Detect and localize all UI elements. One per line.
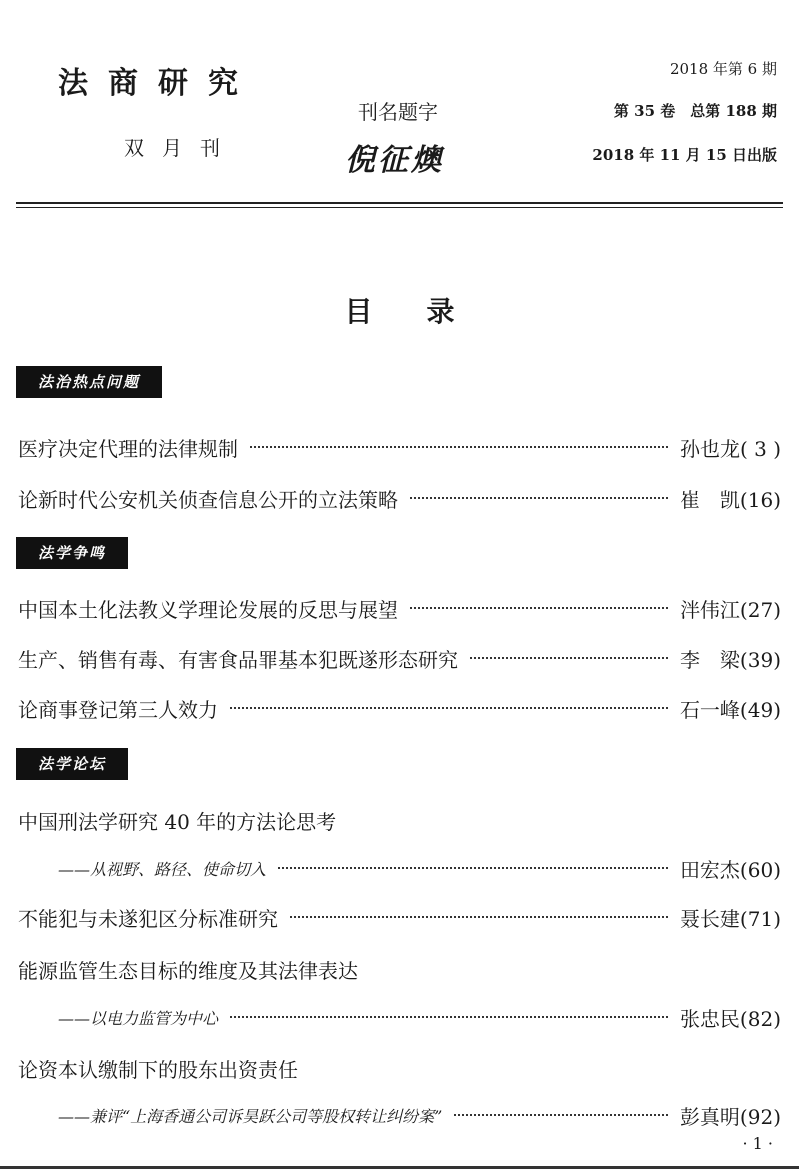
- entry-title[interactable]: 论资本认缴制下的股东出资责任: [18, 1058, 298, 1082]
- entry-title: 生产、销售有毒、有害食品罪基本犯既遂形态研究: [18, 647, 458, 672]
- entry-author-page: 张忠民(82): [679, 1006, 781, 1031]
- toc-entry-subtitle[interactable]: [58, 1002, 781, 1032]
- toc-entry-subtitle[interactable]: [58, 1100, 781, 1130]
- journal-title: 法商研究: [58, 66, 258, 101]
- entry-title: 医疗决定代理的法律规制: [18, 436, 238, 461]
- toc-entry[interactable]: [18, 432, 781, 462]
- page-number: · 1 ·: [742, 1134, 773, 1153]
- toc-entry[interactable]: [18, 902, 781, 932]
- leader-dots: [230, 1016, 668, 1018]
- entry-author-page: 彭真明(92): [679, 1104, 781, 1129]
- leader-dots: [410, 607, 668, 609]
- issue-number: 2018 年第 6 期: [669, 60, 777, 78]
- section-label-hot-topics: 法治热点问题: [16, 366, 162, 398]
- entry-author-page: 孙也龙( 3 ): [679, 436, 781, 461]
- entry-title: 论新时代公安机关侦查信息公开的立法策略: [18, 487, 398, 512]
- leader-dots: [410, 497, 668, 499]
- volume-number: 第 35 卷 总第 188 期: [613, 102, 777, 120]
- entry-title[interactable]: 能源监管生态目标的维度及其法律表达: [18, 959, 358, 983]
- toc-entry-subtitle[interactable]: [58, 853, 781, 883]
- entry-subtitle: ——兼评“上海香通公司诉昊跃公司等股权转让纠纷案”: [58, 1106, 443, 1126]
- entry-author-page: 聂长建(71): [679, 906, 781, 931]
- entry-subtitle: ——以电力监管为中心: [58, 1008, 219, 1028]
- toc-title: 目录: [344, 295, 509, 328]
- header-rule-thin: [16, 207, 783, 208]
- entry-author-page: 泮伟江(27): [679, 597, 781, 622]
- leader-dots: [230, 707, 668, 709]
- entry-title[interactable]: 中国刑法学研究 40 年的方法论思考: [18, 810, 337, 834]
- leader-dots: [250, 446, 668, 448]
- section-label-forum: 法学论坛: [16, 748, 128, 780]
- entry-title: 中国本土化法教义学理论发展的反思与展望: [18, 597, 398, 622]
- leader-dots: [454, 1114, 668, 1116]
- leader-dots: [470, 657, 668, 659]
- entry-title: 论商事登记第三人效力: [18, 697, 218, 722]
- journal-frequency: 双月刊: [124, 136, 238, 160]
- entry-author-page: 石一峰(49): [679, 697, 781, 722]
- leader-dots: [290, 916, 668, 918]
- toc-entry[interactable]: [18, 693, 781, 723]
- entry-title: 不能犯与未遂犯区分标准研究: [18, 906, 278, 931]
- toc-entry[interactable]: [18, 483, 781, 513]
- entry-author-page: 李 梁(39): [679, 647, 781, 672]
- leader-dots: [278, 867, 668, 869]
- bottom-rule: [0, 1166, 799, 1169]
- toc-entry[interactable]: [18, 593, 781, 623]
- section-label-debate: 法学争鸣: [16, 537, 128, 569]
- entry-author-page: 田宏杰(60): [679, 857, 781, 882]
- entry-author-page: 崔 凯(16): [679, 487, 781, 512]
- publish-date: 2018 年 11 月 15 日出版: [592, 146, 777, 164]
- toc-entry[interactable]: [18, 643, 781, 673]
- calligraphy-label: 刊名题字: [358, 100, 438, 124]
- header-rule-thick: [16, 202, 783, 204]
- calligraphy-signature: 倪征燠: [345, 143, 444, 178]
- entry-subtitle: ——从视野、路径、使命切入: [58, 859, 267, 879]
